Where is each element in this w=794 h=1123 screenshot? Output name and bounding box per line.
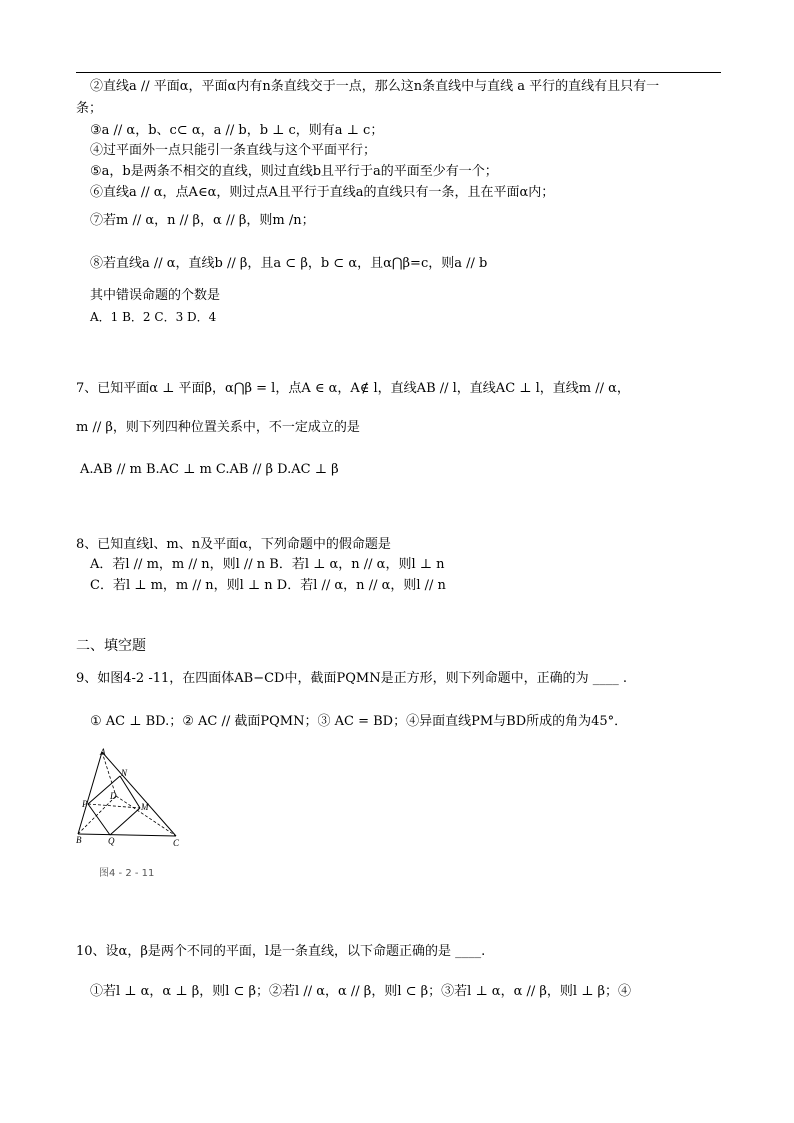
answer-choices: A．1 B．2 C．3 D．4 [90, 310, 217, 324]
question-8-stem: 8、已知直线l、m、n及平面α，下列命题中的假命题是 [76, 537, 391, 552]
question-8-choices-ab: A．若l // m，m // n，则l // n B．若l ⊥ α，n // α，则l ⊥ n [90, 557, 445, 572]
statement-7: ⑦若m // α，n // β，α // β，则m /n； [90, 213, 315, 228]
question-7-choices: A.AB // m B.AC ⊥ m C.AB // β D.AC ⊥ β [80, 462, 339, 477]
statement-6: ⑥直线a // α，点A∈α，则过点A且平行于直线a的直线只有一条，且在平面α内； [90, 185, 555, 200]
statement-2-line1: ②直线a // 平面α，平面α内有n条直线交于一点，那么这n条直线中与直线 a 平行的直线有且只有一 [90, 79, 660, 94]
section-heading-fill-blank: 二、填空题 [76, 638, 146, 654]
label-N: N [121, 768, 128, 778]
statement-2-line2: 条； [76, 101, 103, 116]
edge-QM [110, 808, 140, 835]
label-A: A [100, 747, 106, 757]
statement-4: ④过平面外一点只能引一条直线与这个平面平行； [90, 143, 377, 158]
header-rule [76, 72, 721, 73]
statement-3: ③a // α，b、c⊂ α，a // b，b ⊥ c，则有a ⊥ c； [90, 123, 384, 138]
tetrahedron-figure [74, 746, 186, 858]
question-prompt: 其中错误命题的个数是 [90, 288, 221, 303]
edge-PQ [88, 804, 110, 835]
edge-BC [78, 834, 176, 836]
question-9-options: ① AC ⊥ BD.；② AC // 截面PQMN；③ AC = BD；④异面直线PM与BD所成的角为45°． [90, 714, 628, 729]
question-9-stem: 9、如图4-2 -11，在四面体AB−CD中，截面PQMN是正方形，则下列命题中，正确的为 ____ . [76, 671, 627, 686]
question-10-stem: 10、设α，β是两个不同的平面，l是一条直线，以下命题正确的是 ____. [76, 944, 486, 959]
label-M: M [141, 802, 149, 812]
label-B: B [76, 835, 82, 845]
figure-caption: 图4 - 2 - 11 [99, 868, 155, 879]
question-10-options: ①若l ⊥ α，α ⊥ β，则l ⊂ β；②若l // α，α // β，则l ⊂ β；③若l ⊥ α，α // β，则l ⊥ β；④ [90, 984, 632, 999]
label-Q: Q [108, 836, 115, 846]
edge-PM [88, 804, 140, 808]
question-7-line2: m // β，则下列四种位置关系中，不一定成立的是 [76, 420, 360, 435]
label-D: D [110, 791, 117, 801]
question-7-line1: 7、已知平面α ⊥ 平面β，α⋂β = l，点A ∈ α，A∉ l，直线AB // l，直线AC ⊥ l，直线m // α， [76, 381, 630, 396]
label-C: C [173, 838, 180, 848]
question-8-choices-cd: C．若l ⊥ m，m // n，则l ⊥ n D．若l // α，n // α，则l // n [90, 578, 446, 593]
label-P: P [82, 799, 88, 809]
statement-8: ⑧若直线a // α，直线b // β，且a ⊂ β，b ⊂ α，且α⋂β=c，则a // b [90, 256, 488, 271]
statement-5: ⑤a，b是两条不相交的直线，则过直线b且平行于a的平面至少有一个； [90, 164, 498, 179]
